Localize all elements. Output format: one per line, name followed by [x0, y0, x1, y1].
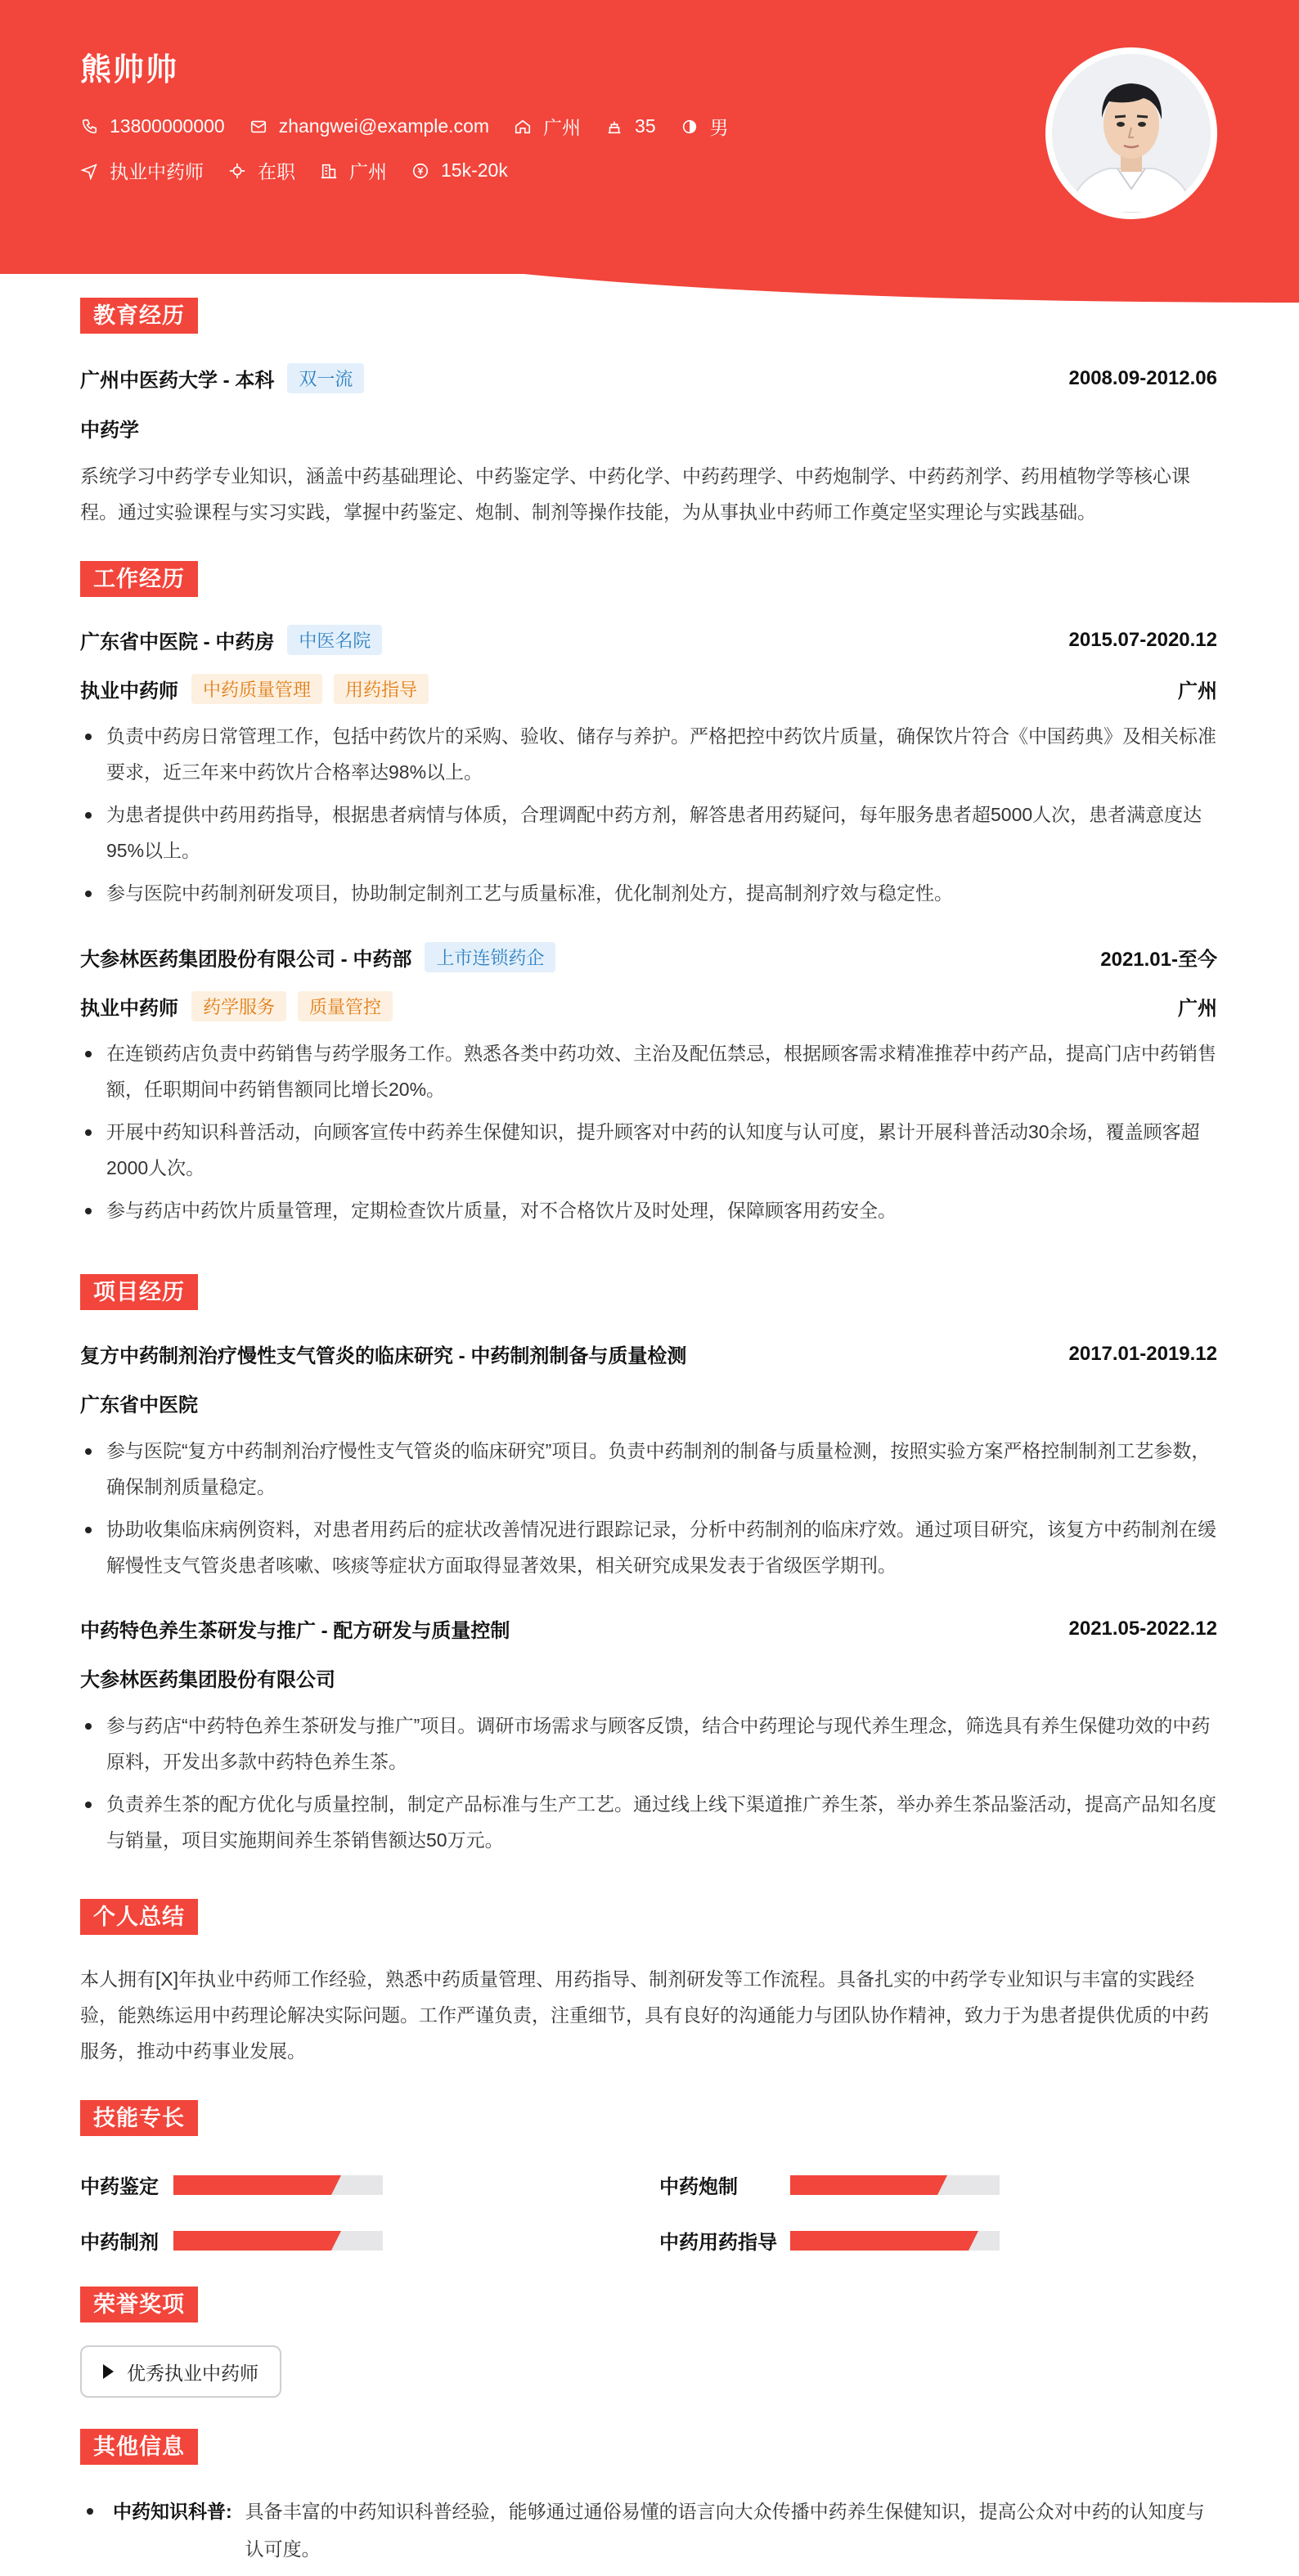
email-text: zhangwei@example.com: [278, 115, 490, 137]
age-text: 35: [635, 115, 656, 137]
work-location: 广州: [1178, 998, 1217, 1020]
gender-icon: [681, 118, 699, 136]
section-education: [80, 298, 198, 334]
skill-item: [80, 2170, 383, 2199]
send-icon: [80, 162, 98, 180]
phone-text: 13800000000: [110, 115, 225, 137]
work-header: [80, 625, 1217, 655]
age-icon: [605, 118, 623, 136]
salary-info: [411, 159, 508, 182]
skill-bar-fill: [790, 2231, 969, 2251]
job-role: 执业中药师: [80, 998, 178, 1020]
education-period: 2008.09-2012.06: [1068, 366, 1217, 389]
section-work: [80, 561, 198, 597]
company-badge: 中医名院: [287, 625, 382, 655]
skill-name: 中药鉴定: [80, 2176, 159, 2198]
list-item: 参与药店“中药特色养生茶研发与推广”项目。调研市场需求与顾客反馈，结合中药理论与现代养生理念，筛选具有养生保健功效的中药原料，开发出多款中药特色养生茶。: [80, 1708, 1217, 1779]
summary-text: 本人拥有[X]年执业中药师工作经验，熟悉中药质量管理、用药指导、制剂研发等工作流程。具备扎实的中药学专业知识与丰富的实践经验，能熟练运用中药理论解决实际问题。工作严谨负责，注重细节，具有良好的沟通能力与团队协作精神，致力于为患者提供优质的中药服务，推动中药事业发展。: [80, 1968, 1209, 2062]
avatar-photo: [1052, 54, 1211, 213]
work-location: 广州: [1178, 680, 1217, 702]
skill-bar-fill: [173, 2231, 331, 2251]
skill-tag: 药学服务: [191, 991, 286, 1021]
status-info: [228, 157, 295, 184]
list-item: 协助收集临床病例资料，对患者用药后的症状改善情况进行跟踪记录，分析中药制剂的临床疗效。通过项目研究，该复方中药制剂在缓解慢性支气管炎患者咳嗽、咳痰等症状方面取得显著效果，相关研究成果发表于省级医学期刊。: [80, 1511, 1217, 1583]
age-info: [605, 115, 656, 137]
project-org: 广东省中医院: [80, 1394, 198, 1416]
skill-bar: [790, 2175, 1000, 2195]
skill-item: [659, 2226, 1000, 2255]
work-bullets: [80, 1035, 1217, 1235]
company-name: 广东省中医院 - 中药房: [80, 631, 275, 653]
award-label: 优秀执业中药师: [127, 2362, 258, 2384]
list-item: 为患者提供中药用药指导，根据患者病情与体质，合理调配中药方剂，解答患者用药疑问，每年服务患者超5000人次，患者满意度达95%以上。: [80, 797, 1217, 868]
work-role-row: [80, 674, 1217, 704]
education-major-row: [80, 414, 1217, 442]
project-period: 2021.05-2022.12: [1068, 1617, 1217, 1640]
header: [0, 0, 1299, 303]
other-info-key: 中药知识科普:: [113, 2501, 232, 2522]
section-divider: [80, 2117, 1217, 2119]
other-info-item: [80, 2493, 1217, 2568]
status-icon: [228, 162, 246, 180]
job-row: [80, 157, 533, 184]
skill-tag: 中药质量管理: [191, 674, 322, 704]
project-bullets: [80, 1708, 1217, 1865]
hometown-info: [514, 113, 581, 140]
section-title: 技能专长: [80, 2100, 198, 2136]
section-awards: [80, 2287, 198, 2322]
project-period: 2017.01-2019.12: [1068, 1342, 1217, 1365]
section-divider: [80, 2446, 1217, 2448]
project-title: 中药特色养生茶研发与推广 - 配方研发与质量控制: [80, 1620, 510, 1642]
work-role-row: [80, 991, 1217, 1021]
project-org: 大参林医药集团股份有限公司: [80, 1669, 335, 1691]
education-description: 系统学习中药学专业知识，涵盖中药基础理论、中药鉴定学、中药化学、中药药理学、中药炮制学、中药药剂学、药用植物学等核心课程。通过实验课程与实习实践，掌握中药鉴定、炮制、制剂等操作技能，为从事执业中药师工作奠定坚实理论与实践基础。: [80, 465, 1190, 523]
award-item[interactable]: [80, 2345, 281, 2398]
list-item: 参与医院“复方中药制剂治疗慢性支气管炎的临床研究”项目。负责中药制剂的制备与质量检测，按照实验方案严格控制制剂工艺参数，确保制剂质量稳定。: [80, 1433, 1217, 1505]
section-other: [80, 2429, 198, 2465]
section-divider: [80, 315, 1217, 316]
project-title: 复方中药制剂治疗慢性支气管炎的临床研究 - 中药制剂制备与质量检测: [80, 1345, 687, 1367]
section-summary: [80, 1899, 198, 1935]
work-period: 2021.01-至今: [1100, 949, 1217, 971]
skill-bar-fill: [790, 2175, 937, 2195]
skill-bar: [173, 2231, 383, 2251]
mail-icon: [249, 118, 267, 136]
section-projects: [80, 1274, 198, 1310]
city-text: 广州: [349, 161, 387, 182]
skill-name: 中药用药指导: [659, 2232, 777, 2254]
job-text: 执业中药师: [110, 161, 204, 182]
company-name: 大参林医药集团股份有限公司 - 中药部: [80, 949, 412, 971]
work-period: 2015.07-2020.12: [1068, 628, 1217, 651]
list-item: 负责养生茶的配方优化与质量控制，制定产品标准与生产工艺。通过线上线下渠道推广养生茶，举办养生茶品鉴活动，提高产品知名度与销量，项目实施期间养生茶销售额达50万元。: [80, 1786, 1217, 1858]
section-title: 个人总结: [80, 1899, 198, 1935]
phone-info: [80, 115, 225, 137]
salary-text: 15k-20k: [441, 159, 508, 181]
bullet-dot: [87, 2508, 93, 2515]
list-item: 负责中药房日常管理工作，包括中药饮片的采购、验收、储存与养护。严格把控中药饮片质量，确保饮片符合《中国药典》及相关标准要求，近三年来中药饮片合格率达98%以上。: [80, 718, 1217, 790]
school-name: 广州中医药大学 - 本科: [80, 370, 275, 392]
section-divider: [80, 2304, 1217, 2305]
section-divider: [80, 1916, 1217, 1918]
skill-bar: [790, 2231, 1000, 2251]
skill-item: [659, 2170, 1000, 2199]
hometown-text: 广州: [543, 117, 582, 138]
project-org-row: [80, 1389, 1217, 1417]
job-info: [80, 157, 204, 184]
work-bullets: [80, 718, 1217, 918]
section-title: 其他信息: [80, 2429, 198, 2465]
education-header: [80, 363, 1217, 393]
list-item: 开展中药知识科普活动，向顾客宣传中药养生保健知识，提升顾客对中药的认知度与认可度，累计开展科普活动30余场，覆盖顾客超2000人次。: [80, 1114, 1217, 1186]
play-icon: [103, 2364, 114, 2379]
skill-tag: 用药指导: [334, 674, 429, 704]
project-bullets: [80, 1433, 1217, 1590]
skill-tag: 质量管控: [298, 991, 393, 1021]
other-info-value: 具备丰富的中药知识科普经验，能够通过通俗易懂的语言向大众传播中药养生保健知识，提高公众对中药的认知度与认可度。: [245, 2501, 1205, 2560]
status-text: 在职: [258, 161, 295, 182]
salary-icon: [411, 162, 429, 180]
skill-item: [80, 2226, 383, 2255]
company-badge: 上市连锁药企: [425, 942, 555, 972]
city-info: [320, 157, 387, 184]
skill-name: 中药制剂: [80, 2232, 159, 2254]
avatar: [1045, 47, 1217, 219]
section-divider: [80, 1291, 1217, 1293]
home-icon: [514, 118, 532, 136]
skill-bar: [173, 2175, 383, 2195]
email-info: [249, 115, 489, 137]
school-badge: 双一流: [287, 363, 364, 393]
skill-name: 中药炮制: [659, 2176, 738, 2198]
section-title: 荣誉奖项: [80, 2287, 198, 2322]
list-item: 参与医院中药制剂研发项目，协助制定制剂工艺与质量标准，优化制剂处方，提高制剂疗效与稳定性。: [80, 875, 1217, 911]
major: 中药学: [80, 420, 139, 442]
section-skills: [80, 2100, 198, 2136]
contact-row: [80, 113, 753, 140]
section-title: 工作经历: [80, 561, 198, 597]
candidate-name: 熊帅帅: [80, 53, 179, 88]
project-org-row: [80, 1663, 1217, 1692]
job-role: 执业中药师: [80, 680, 178, 702]
phone-icon: [80, 118, 98, 136]
gender-info: [681, 113, 729, 140]
section-divider: [80, 578, 1217, 580]
skill-bar-fill: [173, 2175, 331, 2195]
project-header: [80, 1614, 1217, 1643]
list-item: 在连锁药店负责中药销售与药学服务工作。熟悉各类中药功效、主治及配伍禁忌，根据顾客需求精准推荐中药产品，提高门店中药销售额，任职期间中药销售额同比增长20%。: [80, 1035, 1217, 1107]
section-title: 项目经历: [80, 1274, 198, 1310]
gender-text: 男: [709, 117, 729, 138]
work-header: [80, 942, 1217, 972]
section-title: 教育经历: [80, 298, 198, 334]
building-icon: [320, 162, 338, 180]
project-header: [80, 1340, 1217, 1368]
list-item: 参与药店中药饮片质量管理，定期检查饮片质量，对不合格饮片及时处理，保障顾客用药安全。: [80, 1192, 1217, 1228]
